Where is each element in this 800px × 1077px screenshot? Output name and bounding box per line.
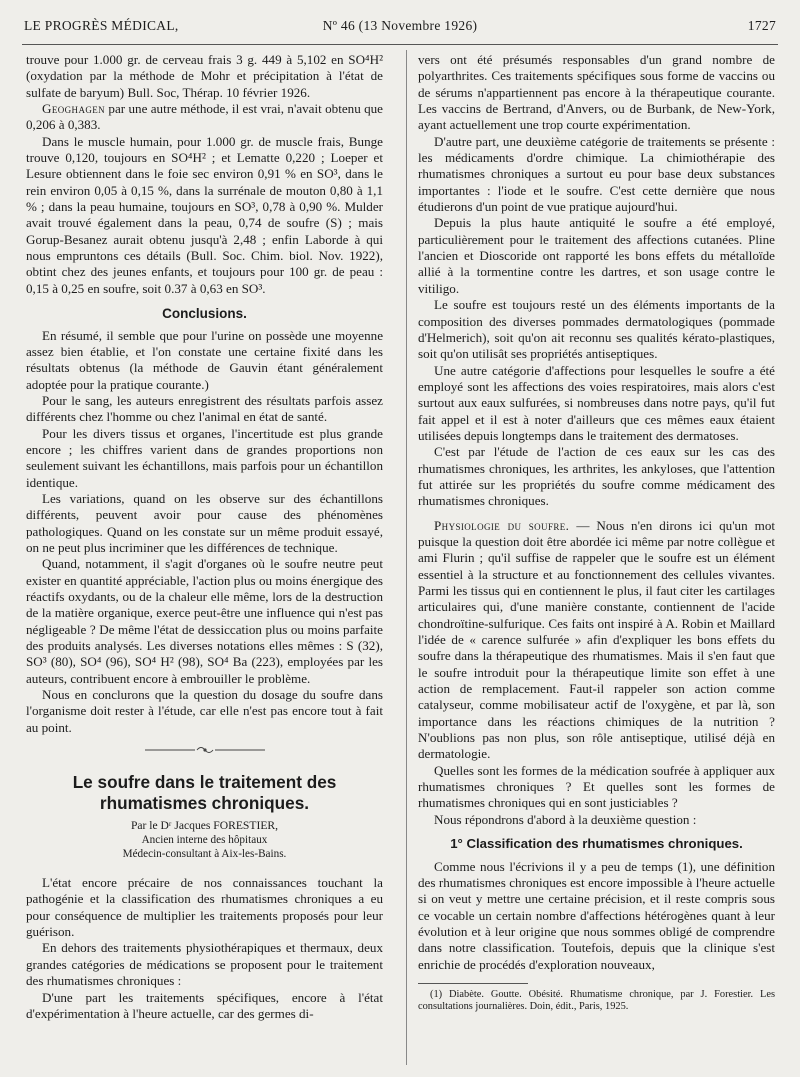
paragraph: Geoghagen par une autre méthode, il est vrai, n'avait obtenu que 0,206 à 0,383. <box>26 101 383 133</box>
paragraph: Les variations, quand on les observe sur des échantillons différents, peuvent avoir pour cause des phénomènes pathologiques. Quand on les constate sur un même produit essayé, on ne peut plus incriminer que les différences de technique. <box>26 490 383 555</box>
paragraph: Le soufre est toujours resté un des éléments importants de la composition des diverses pommades dermatologiques (pommade d'Helmerich), soit qu'on ait reconnu ses qualités kérato-plastiques, soit qu'on utilisât ses propriétés antiseptiques. <box>418 297 775 362</box>
divider-ornament-icon <box>145 744 265 756</box>
paragraph: C'est par l'étude de l'action de ces eaux sur les cas des rhumatismes chroniques, les arthrites, les ankyloses, que l'attention fut attirée sur les propriétés du soufre comme médicament des rhumatismes chroniques. <box>418 444 775 509</box>
paragraph: Pour le sang, les auteurs enregistrent des résultats parfois assez différents chez l'homme ou chez l'animal en état de santé. <box>26 392 383 425</box>
byline: Par le Dʳ Jacques FORESTIER, <box>130 819 279 833</box>
author-affiliation: Ancien interne des hôpitaux <box>141 834 268 847</box>
footnote: (1) Diabète. Goutte. Obésité. Rhumatisme chronique, par J. Forestier. Les consultations journalières. Doin, édit., Paris, 1925. <box>418 988 775 1013</box>
left-column <box>26 52 383 1022</box>
paragraph: Comme nous l'écrivions il y a peu de temps (1), une définition des rhumatismes chroniques est encore impossible à l'heure actuelle si on veut y mettre une certaine précision, et il reste compris sous ce vocable un certain nombre d'affections hétérogènes quant à leur évolution et à leur origine que nous sommes obligé de comprendre dans notre classification. Toutefois, depuis que la clinique s'est enrichie de procédés d'exploration nouveaux, <box>418 858 775 972</box>
author-affiliation: Médecin-consultant à Aix-les-Bains. <box>122 848 287 861</box>
paragraph: Pour les divers tissus et organes, l'incertitude est plus grande encore ; les chiffres varient dans de grandes proportions non seulement suivant les échantillons, mais parfois pour un échantillon identique. <box>26 425 383 490</box>
journal-title: LE PROGRÈS MÉDICAL, <box>24 18 179 33</box>
paragraph: En résumé, il semble que pour l'urine on possède une moyenne assez bien établie, et l'on constate une certaine fixité dans les résultats obtenus (la méthode de Gauvin étant généralement adoptée pour la pratique courante.) <box>26 327 383 392</box>
paragraph: vers ont été présumés responsables d'un grand nombre de polyarthrites. Ces traitements spécifiques sous forme de vaccins ou de sérums n'appartiennent pas encore à la thérapeutique courante. Les vaccins de Bertrand, d'Anvers, ou de Burbank, de New-York, ayant actuellement une trop courte expérimentation. <box>418 52 775 133</box>
section-heading-conclusions: Conclusions. <box>162 306 247 322</box>
right-column <box>418 52 775 1014</box>
paragraph: D'autre part, une deuxième catégorie de traitements se présente : les médicaments d'ordre chimique. La chimiothérapie des rhumatismes chroniques a surtout eu pour base deux substances importantes : l'iode et le soufre. C'est cette dernière que nous étudierons d'un point de vue pratique aujourd'hui. <box>418 133 775 215</box>
footnote-rule <box>418 983 528 984</box>
paragraph: Quand, notamment, il s'agit d'organes où le soufre neutre peut exister en quantité appréciable, l'action plus ou moins énergique des réactifs oxydants, ou de la chaleur elle même, lors de la destruction de la matière organique, exerce peut-être une influence qui n'est pas négligeable ? De même l'état de dessiccation plus ou moins parfaite des produits analysés. Les diverses notations elles mêmes : S (32), SO³ (80), SO⁴ (96), SO⁴ H² (98), SO⁴ Ba (223), employées par les auteurs, contribuent encore à embrouiller le problème. <box>26 556 383 686</box>
section-heading-classification: 1° Classification des rhumatismes chroniques. <box>450 836 743 852</box>
paragraph: Nous en conclurons que la question du dosage du soufre dans l'organisme doit rester à l'étude, car elle n'est pas encore tout à fait au point. <box>26 687 383 735</box>
paragraph: Quelles sont les formes de la médication soufrée à appliquer aux rhumatismes chroniques ? Et quelles sont les formes de rhumatismes chroniques qui en sont justiciables ? <box>418 762 775 811</box>
paragraph: Dans le muscle humain, pour 1.000 gr. de muscle frais, Bunge trouve 0,120, toujours en SO⁴H² ; et Lematte 0,220 ; Loeper et Lesure obtiennent dans le foie sec environ 0,91 % en SO³, dans le rein environ 0,05 à 0,15 %, dans la surrénale de mouton 0,80 à 1,1 % ; dans la peau humaine, toujours en SO³, 0,78 à 0,90 %. Mulder avait trouvé également dans la peau, 0,74 de soufre (S) ; mais Gorup-Besanez aurait obtenu jusqu'à 2,48 ; enfin Laborde à qui nous empruntons ces détails (Bull. Soc. Chim. biol. Nov. 1922), obtint chez des jeunes enfants, et toujours pour 100 gr. de peau : 0,15 à 0,25 en soufre, soit 0.37 à 0,63 en SO³. <box>26 133 383 296</box>
running-header <box>24 16 776 38</box>
run-in-heading: Physiologie du soufre. <box>434 517 570 533</box>
paragraph: D'une part les traitements spécifiques, encore à l'état d'expérimentation à l'heure actuelle, car des germes di- <box>26 989 383 1021</box>
issue-info: Nº 46 (13 Novembre 1926) <box>322 18 478 33</box>
paragraph: En dehors des traitements physiothérapiques et thermaux, deux grandes catégories de médications se proposent pour le traitement des rhumatismes chroniques : <box>26 940 383 989</box>
paragraph: L'état encore précaire de nos connaissances touchant la pathogénie et la classification des rhumatismes chroniques a eu pour conséquence de multiplier les traitements proposés pour leur guérison. <box>26 875 383 940</box>
page-number: 1727 <box>747 18 776 33</box>
paragraph: Une autre catégorie d'affections pour lesquelles le soufre a été employé sont les affections des voies respiratoires, mais alors c'est surtout aux eaux sulfurées, si nombreuses dans notre pays, qu'il fut fait appel et il est à noter d'ailleurs que ces mêmes eaux étaient utilisées depuis longtemps dans le traitement des dermatoses. <box>418 362 775 443</box>
article-title: Le soufre dans le traitement des rhumatismes chroniques. <box>72 772 337 814</box>
author-name: Geoghagen <box>42 101 106 117</box>
paragraph: Depuis la plus haute antiquité le soufre a été employé, particulièrement pour le traitement des affections cutanées. Pline l'ancien et Dioscoride ont rapporté les bons effets du métalloïde allié à la tormentine contre les dartres, et son usage contre le vitiligo. <box>418 215 775 296</box>
ornamental-divider <box>26 744 383 756</box>
paragraph: Nous répondrons d'abord à la deuxième question : <box>434 811 697 827</box>
byline-block <box>26 818 383 861</box>
column-divider <box>406 50 407 1065</box>
header-rule <box>22 44 778 45</box>
paragraph: trouve pour 1.000 gr. de cerveau frais 3 g. 449 à 5,102 en SO⁴H² (oxydation par la méthode de Mohr et précipitation à l'état de sulfate de baryum) Bull. Soc, Thérap. 10 février 1926. <box>26 52 383 100</box>
paragraph: Physiologie du soufre. — Nous n'en dirons ici qu'un mot puisque la question doit être abordée ici même par notre collègue et ami Flurin ; qu'il suffise de rappeler que le soufre est un élément essentiel à la structure et au fonctionnement des cellules vivantes. Parmi les tissus qui en contiennent le plus, il faut citer les cartilages articulaires qui, d'une manière constante, contiennent de l'acide chondroïtine-sulfurique. Ces faits ont inspiré à A. Robin et Maillard l'idée de « carence sulfurée » afin d'expliquer les bons effets du soufre dans la thérapeutique des rhumatismes. Mais il s'en faut que le soufre introduit pour la thérapeutique limite son effet à une action de remplacement. Faut-il rappeler son action comme catalyseur, comme mobilisateur actif de l'oxygène, et par là, son importance dans les réactions chimiques de la nutrition ? N'oublions pas non plus, son rôle antiseptique, utilisé déjà en dermatologie. <box>418 517 776 762</box>
